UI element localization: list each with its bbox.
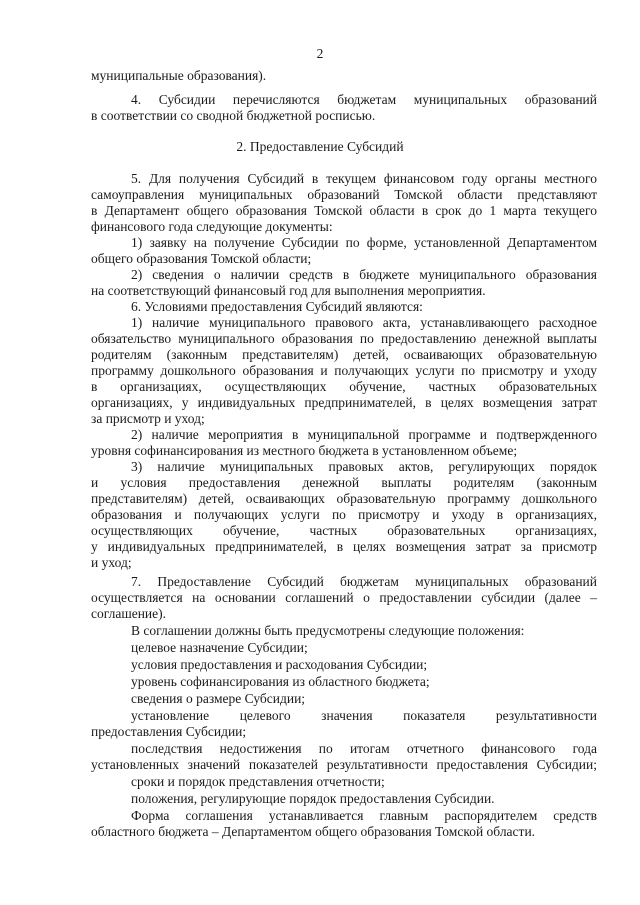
text-line: образования и получающих услуги по присмотру и уходу в организациях, [91, 507, 597, 522]
text-line: у индивидуальных предпринимателей, в целях возмещения затрат за присмотр [91, 539, 597, 554]
text-line: последствия недостижения по итогам отчетного финансового года [131, 741, 597, 756]
text-line: уровень софинансирования из областного бюджета; [131, 674, 430, 689]
text-line: за присмотр и уход; [91, 411, 205, 426]
text-line: программу дошкольного образования и получающих услуги по присмотру и уходу [91, 363, 597, 378]
text-line: на соответствующий финансовый год для выполнения мероприятия. [91, 283, 486, 298]
text-line: 2) наличие мероприятия в муниципальной программе и подтвержденного [131, 427, 597, 442]
text-line: 2) сведения о наличии средств в бюджете муниципального образования [131, 267, 597, 282]
text-line: общего образования Томской области; [91, 251, 312, 266]
text-line: сроки и порядок представления отчетности; [131, 774, 385, 789]
text-line: условия предоставления и расходования Субсидии; [131, 657, 428, 672]
text-line: муниципальные образования). [91, 68, 267, 83]
text-line: обязательство муниципального образования по предоставлению денежной выплаты [91, 331, 597, 346]
text-line: В соглашении должны быть предусмотрены следующие положения: [131, 623, 525, 638]
text-line: 5. Для получения Субсидий в текущем финансовом году органы местного [131, 171, 597, 186]
text-line: положения, регулирующие порядок предоставления Субсидии. [131, 791, 495, 806]
text-line: организациях, у индивидуальных предпринимателей, в целях возмещения затрат [91, 395, 597, 410]
text-line: в организациях, осуществляющих обучение, частных образовательных [91, 379, 597, 394]
text-line: в соответствии со сводной бюджетной росписью. [91, 108, 376, 123]
text-line: установление целевого значения показателя результативности [131, 708, 597, 723]
text-line: 6. Условиями предоставления Субсидий являются: [131, 299, 423, 314]
text-line: целевое назначение Субсидии; [131, 640, 308, 655]
text-line: 1) заявку на получение Субсидии по форме, установленной Департаментом [131, 235, 597, 250]
text-line: и уход; [91, 555, 132, 570]
page-number: 2 [316, 46, 324, 61]
text-line: 7. Предоставление Субсидий бюджетам муниципальных образований [131, 574, 597, 589]
text-line: в Департамент общего образования Томской области в срок до 1 марта текущего [91, 203, 597, 218]
text-line: Форма соглашения устанавливается главным распорядителем средств [131, 808, 597, 823]
text-line: представителям) детей, осваивающих образовательную программу дошкольного [91, 491, 597, 506]
text-line: уровня софинансирования из местного бюджета в установленном объеме; [91, 443, 518, 458]
text-line: осуществляется на основании соглашений о предоставлении субсидии (далее – [91, 590, 597, 605]
text-line: самоуправления муниципальных образований Томской области представляют [91, 187, 597, 202]
text-line: финансового года следующие документы: [91, 219, 333, 234]
text-line: 1) наличие муниципального правового акта, устанавливающего расходное [131, 315, 597, 330]
text-line: соглашение). [91, 606, 167, 621]
text-line: сведения о размере Субсидии; [131, 691, 306, 706]
text-line: 4. Субсидии перечисляются бюджетам муниципальных образований [131, 92, 597, 107]
text-line: предоставления Субсидии; [91, 724, 247, 739]
text-line: областного бюджета – Департаментом общего образования Томской области. [91, 824, 536, 839]
text-line: установленных значений показателей результативности предоставления Субсидии; [91, 757, 597, 772]
text-line: и условия предоставления денежной выплаты родителям (законным [91, 475, 597, 490]
section-heading: 2. Предоставление Субсидий [236, 139, 404, 154]
text-line: 3) наличие муниципальных правовых актов, регулирующих порядок [131, 459, 597, 474]
text-line: осуществляющих обучение, частных образовательных организациях, [91, 523, 597, 538]
text-line: родителям (законным представителям) детей, осваивающих образовательную [91, 347, 597, 362]
